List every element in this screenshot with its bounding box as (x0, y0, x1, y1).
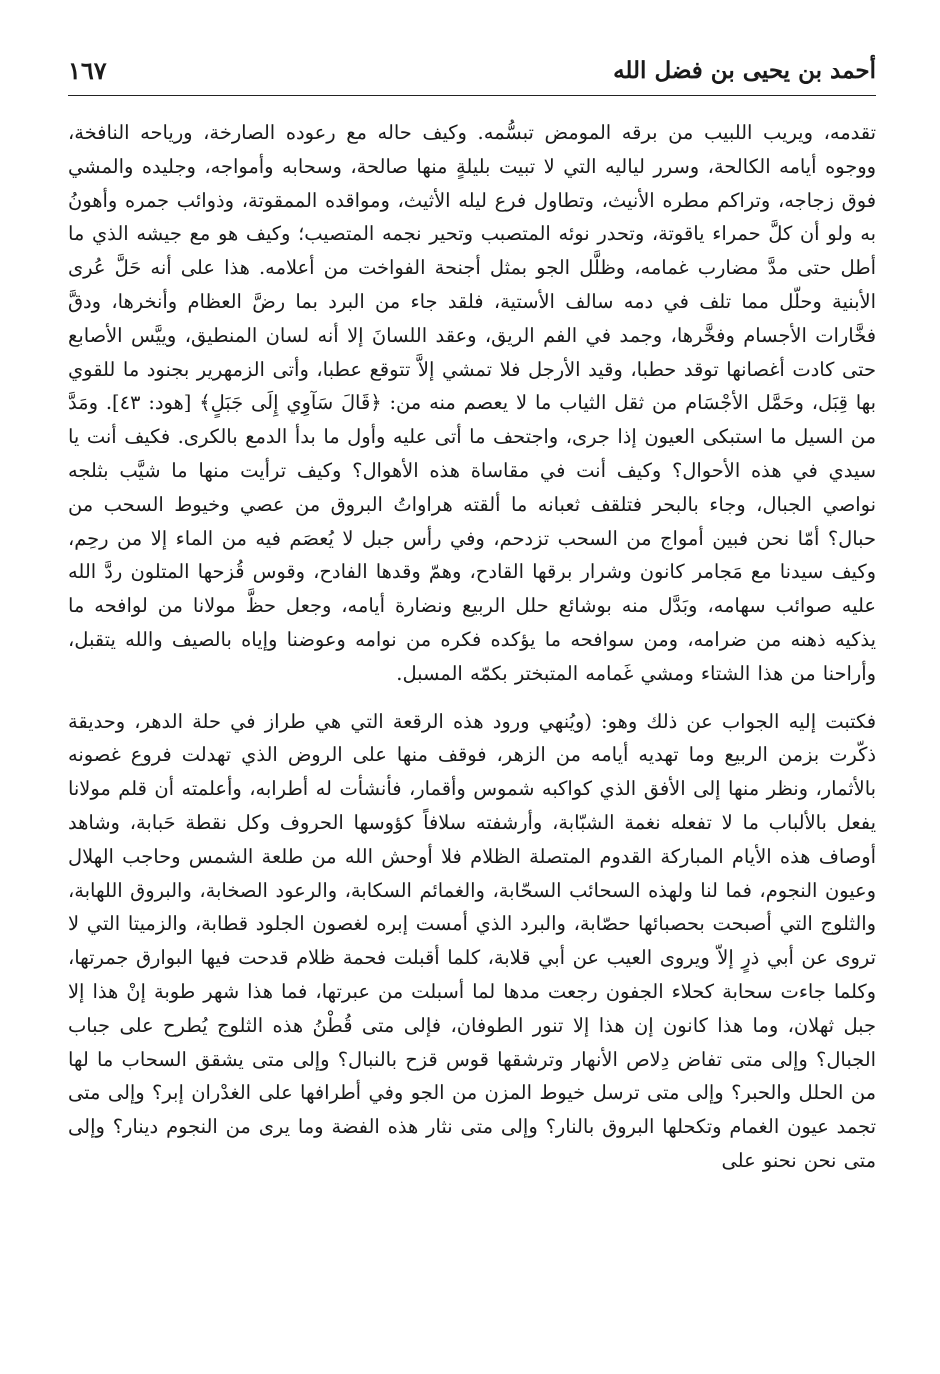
paragraph-text: تقدمه، ويريب اللبيب من برقه المومض تبسُّمه. وكيف حاله مع رعوده الصارخة، ورياحه النافخة، ووجوه أيامه الكالحة، وسرر لياليه التي لا تبيت بليلةٍ منها صالحة، وسحابه وأمواجه، وجليده والمشي فوق زجاجه، وتراكم مطره الأنيث، وتطاول فرع ليله الأثيث، ومواقده الممقوتة، وذوائب جمره وأهونُ به ولو أن كلَّ حمراء ياقوتة، وتحدر نوئه المتصبب وتحير نجمه المتصيب؛ وكيف هو مع جيشه الذي ما أطل حتى مدَّ مضارب غمامه، وظلَّل الجو بمثل أجنحة الفواخت من أعلامه. هذا على أنه حَلَّ عُرى الأبنية وحلّل مما تلف في دمه سالف الأستية، فلقد جاء من البرد بما رضَّ العظام وأنخرها، ودقَّ فخَّارات الأجسام وفخَّرها، وجمد في الفم الريق، وعقد اللسانَ إلا أنه لسان المنطيق، وييَّس الأصابع حتى كادت أغصانها توقد حطبا، وقيد الأرجل فلا تمشي إلاَّ تتوقع عطبا، وأتى الزمهرير بجنود ما للقوي بها قِبَل، وحَمَّل الأجْسَام من ثقل الثياب ما لا يعصم منه من: ﴿قَالَ سَآوِي إِلَى جَبَلٍ﴾ [هود: ٤٣]. ومَدَّ من السيل ما استبكى العيون إذا جرى، واجتحف ما أتى عليه وأول ما بدأ الدمع بالكرى. فكيف أنت يا سيدي في هذه الأحوال؟ وكيف أنت في مقاساة هذه الأهوال؟ وكيف ترأيت منها ما شيَّب بثلجه نواصي الجبال، وجاء بالبحر فتلقف ثعبانه ما ألقته هراواتُ البروق من عصي وخيوط السحب من حبال؟ أمّا نحن فبين أمواج من السحب تزدحم، وفي رأس جبل لا يُعصَم فيه من الماء إلا من رحِم، وكيف سيدنا مع مَجامر كانون وشرار برقها القادح، وهمّ وقدها الفادح، وقوس قُزحها المتلون ردَّ الله عليه صوائب سهامه، وبَدَّل منه بوشائع حلل الربيع ونضارة أيامه، وجعل حظَّ مولانا من لوافحه ما يذكيه ذهنه من ضرامه، ومن سوافحه ما يؤكده فكره من نوامه وعوضنا وإياه بالصيف والله يتقبل، وأراحنا من هذا الشتاء ومشي غَمامه المتبختر بكمّه المسبل. (68, 121, 876, 685)
paragraph-text: فكتبت إليه الجواب عن ذلك وهو: (ويُنهي ورود هذه الرقعة التي هي طراز في حلة الدهر، وحديقة ذكّرت بزمن الربيع وما تهديه أيامه من الزهر، فوقف منها على الروض الذي تهدلت فروع غصونه بالأثمار، ونظر منها إلى الأفق الذي كواكبه شموس وأقمار، فأنشأت له أطرابه، وأعلمته أن قلم مولانا يفعل بالألباب ما لا تفعله نغمة الشبّابة، وأرشفته سلافاً كؤوسها الحروف وكل نقطة حَبابة، وشاهد أوصاف هذه الأيام المباركة القدوم المتصلة الظلام فلا أوحش الله من طلعة الشمس وحاجب الهلال وعيون النجوم، فما لنا ولهذه السحائب السحّابة، والغمائم السكابة، والرعود الصخابة، والبروق اللهابة، والثلوج التي أصبحت بحصبائها حصّابة، والبرد الذي أمست إبره لغصون الجلود قطابة، والزميتا التي لا تروى عن أبي ذرٍ إلاّ ويروى العيب عن أبي قلابة، كلما أقبلت فحمة ظلام قدحت فيها البوارق جمرتها، وكلما جاءت سحابة كحلاء الجفون رجعت مدها لما أسبلت من عبرتها، فما هذا شهر طوبة إنْ هذا إلا جبل ثهلان، وما هذا كانون إن هذا إلا تنور الطوفان، فإلى متى قُطْنُ هذه الثلوج يُطرح على جباب الجبال؟ وإلى متى تفاض دِلاص الأنهار وترشقها قوس قزح بالنبال؟ وإلى متى يشقق السحاب ما لها من الحلل والحبر؟ وإلى متى ترسل خيوط المزن من الجو وفي أطرافها على الغدْران إبر؟ وإلى متى تجمد عيون الغمام وتكحلها البروق بالنار؟ وإلى متى نثار هذه الفضة وما يرى من النجوم دينار؟ وإلى متى نحن نحنو على (68, 709, 876, 1172)
body-paragraph (68, 705, 876, 1178)
page-number: ١٦٧ (68, 56, 107, 85)
page-body (68, 116, 876, 1178)
running-title: أحمد بن يحيى بن فضل الله (613, 57, 876, 84)
body-paragraph (68, 116, 876, 691)
page-header (68, 0, 876, 96)
